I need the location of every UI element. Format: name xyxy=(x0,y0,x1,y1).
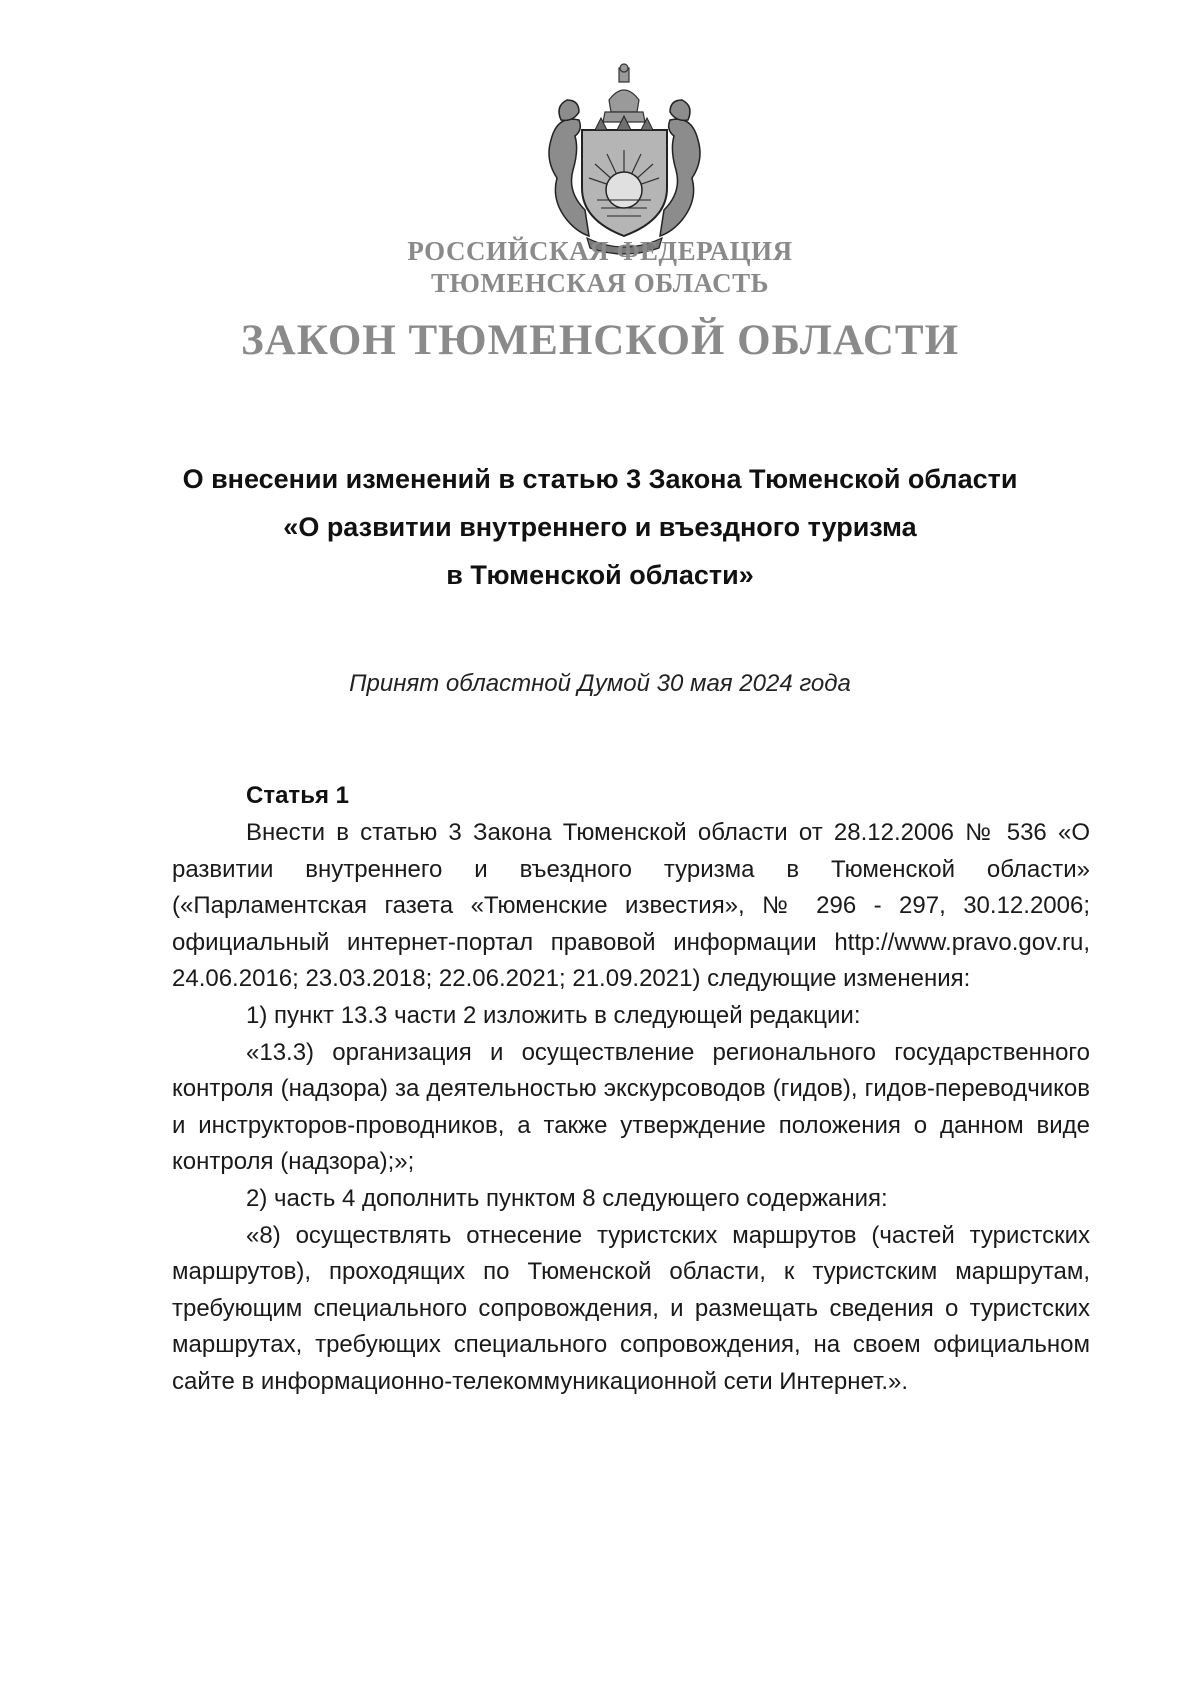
law-title-line: О внесении изменений в статью 3 Закона Тюменской области xyxy=(182,464,1018,494)
document-type-heading: ЗАКОН ТЮМЕНСКОЙ ОБЛАСТИ xyxy=(240,317,960,364)
article-paragraph: 2) часть 4 дополнить пунктом 8 следующего содержания: xyxy=(246,1184,888,1212)
law-title xyxy=(0,455,1200,599)
article-paragraph: 1) пункт 13.3 части 2 изложить в следующей редакции: xyxy=(246,1001,861,1029)
article-heading: Статья 1 xyxy=(246,782,349,809)
article-body xyxy=(172,815,1090,1401)
article-paragraph: «8) осуществлять отнесение туристских маршрутов (частей туристских маршрутов), проходящих по Тюменской области, к туристским маршрутам, требующим специального сопровождения, и размещать сведения о туристских маршрутах, требующих специального сопровождения, на своем официальном сайте в информационно-телекоммуникационной сети Интернет.». xyxy=(172,1221,1090,1395)
tyumen-coat-of-arms-emblem xyxy=(527,60,722,260)
country-heading: РОССИЙСКАЯ ФЕДЕРАЦИЯ xyxy=(407,236,793,266)
article-paragraph: «13.3) организация и осуществление регионального государственного контроля (надзора) за деятельностью экскурсоводов (гидов), гидов-переводчиков и инструкторов-проводников, а также утверждение положения о данном виде контроля (надзора);»; xyxy=(172,1038,1090,1176)
region-heading: ТЮМЕНСКАЯ ОБЛАСТЬ xyxy=(430,268,770,298)
adoption-note: Принят областной Думой 30 мая 2024 года xyxy=(349,670,851,697)
law-title-line: «О развитии внутреннего и въездного туризма xyxy=(283,512,917,542)
article-paragraph: Внести в статью 3 Закона Тюменской области от 28.12.2006 № 536 «О развитии внутреннего и въездного туризма в Тюменской области» («Парламентская газета «Тюменские известия», № 296 - 297, 30.12.2006; официальный интернет-портал правовой информации http://www.pravo.gov.ru, 24.06.2016; 23.03.2018; 22.06.2021; 21.09.2021) следующие изменения: xyxy=(172,819,1090,993)
law-title-line: в Тюменской области» xyxy=(446,560,754,590)
